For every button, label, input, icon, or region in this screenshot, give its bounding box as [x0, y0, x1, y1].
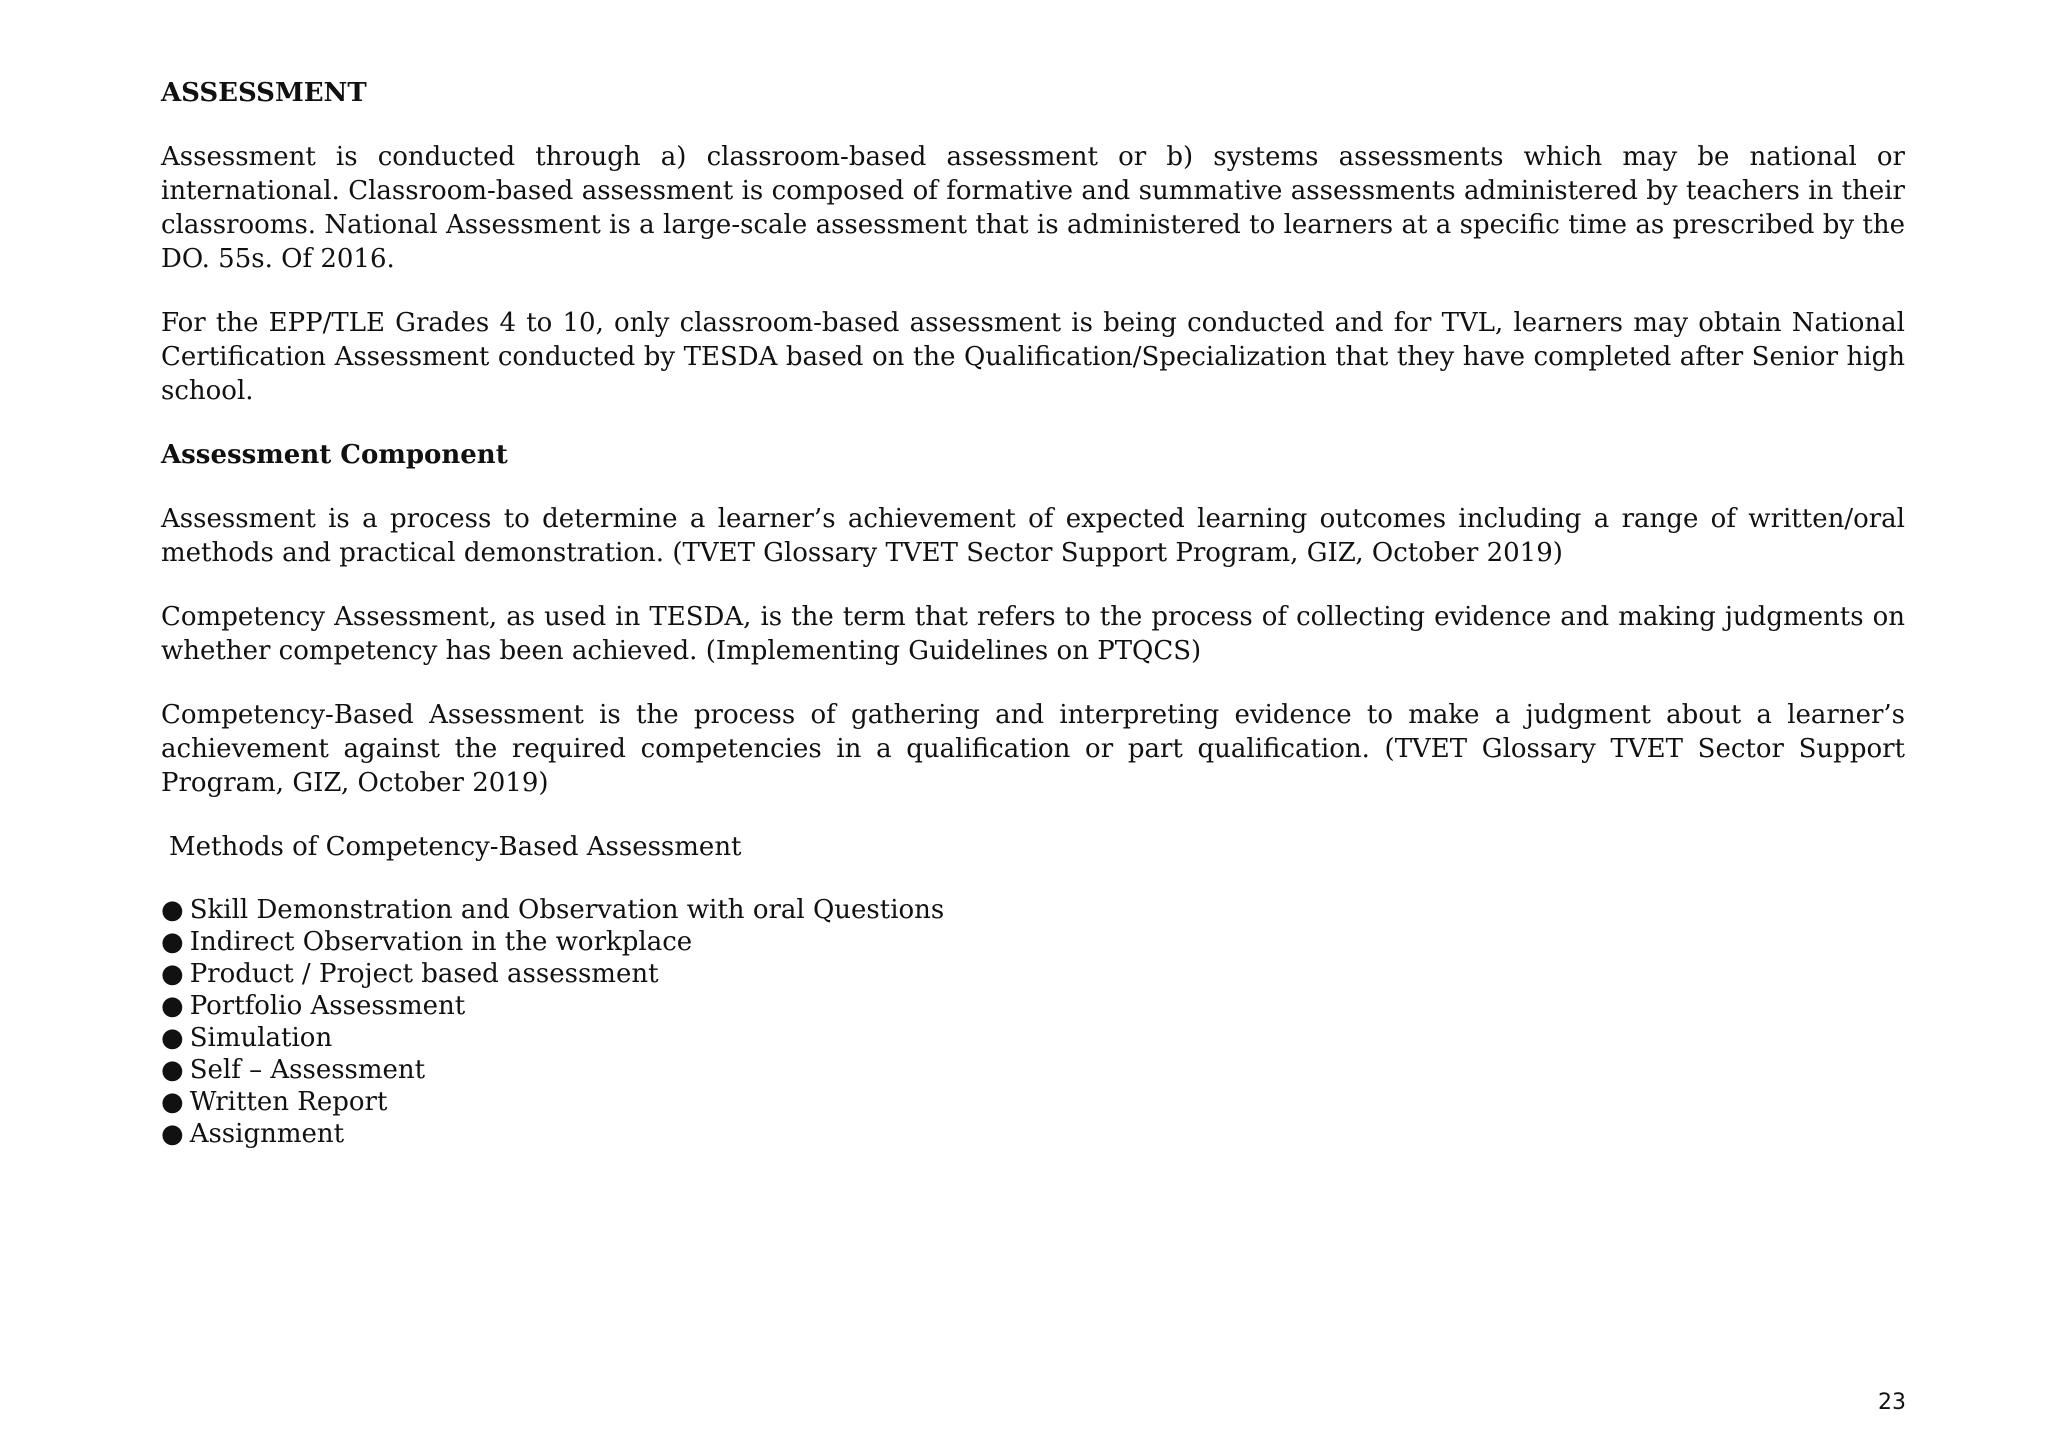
list-item-text: Simulation [189, 1023, 333, 1053]
bullet-icon: ● [161, 991, 184, 1021]
list-item-text: Skill Demonstration and Observation with oral Questions [189, 895, 945, 925]
bullet-icon: ● [161, 1087, 184, 1117]
list-item [161, 958, 1905, 990]
list-item [161, 1086, 1905, 1118]
list-item [161, 1054, 1905, 1086]
page-number: 23 [1878, 1390, 1906, 1415]
methods-title: Methods of Competency-Based Assessment [169, 832, 742, 862]
list-item [161, 926, 1905, 958]
list-item [161, 990, 1905, 1022]
paragraph-assessment-overview: Assessment is conducted through a) classroom-based assessment or b) systems assessments which may be national or international. Classroom-based assessment is composed of formative and summative assessments administered by teachers in their classrooms. National Assessment is a large-scale assessment that is administered to learners at a specific time as prescribed by the DO. 55s. Of 2016. [161, 142, 1905, 274]
bullet-icon: ● [161, 895, 184, 925]
paragraph-assessment-definition: Assessment is a process to determine a learner’s achievement of expected learning outcomes including a range of written/oral methods and practical demonstration. (TVET Glossary TVET Sector Support Program, GIZ, October 2019) [161, 504, 1905, 568]
bullet-icon: ● [161, 1119, 184, 1149]
paragraph-competency-assessment: Competency Assessment, as used in TESDA, is the term that refers to the process of collecting evidence and making judgments on whether competency has been achieved. (Implementing Guidelines on PTQCS) [161, 602, 1905, 666]
list-item-text: Self – Assessment [189, 1055, 426, 1085]
bullet-icon: ● [161, 927, 184, 957]
list-item-text: Written Report [189, 1087, 388, 1117]
bullet-icon: ● [161, 959, 184, 989]
list-item [161, 894, 1905, 926]
list-item-text: Portfolio Assessment [189, 991, 466, 1021]
paragraph-epp-tle-assessment: For the EPP/TLE Grades 4 to 10, only classroom-based assessment is being conducted and for TVL, learners may obtain National Certification Assessment conducted by TESDA based on the Qualification/Specialization that they have completed after Senior high school. [161, 308, 1905, 406]
bullet-icon: ● [161, 1023, 184, 1053]
list-item-text: Product / Project based assessment [189, 959, 659, 989]
list-item-text: Assignment [189, 1119, 345, 1149]
section-heading-assessment-component: Assessment Component [161, 440, 508, 470]
bullet-icon: ● [161, 1055, 184, 1085]
methods-list [161, 894, 1905, 1150]
list-item-text: Indirect Observation in the workplace [189, 927, 693, 957]
section-heading-assessment: ASSESSMENT [161, 78, 367, 108]
paragraph-competency-based-assessment: Competency-Based Assessment is the process of gathering and interpreting evidence to make a judgment about a learner’s achievement against the required competencies in a qualification or part qualification. (TVET Glossary TVET Sector Support Program, GIZ, October 2019) [161, 700, 1905, 798]
list-item [161, 1118, 1905, 1150]
list-item [161, 1022, 1905, 1054]
document-page [161, 76, 1905, 1150]
